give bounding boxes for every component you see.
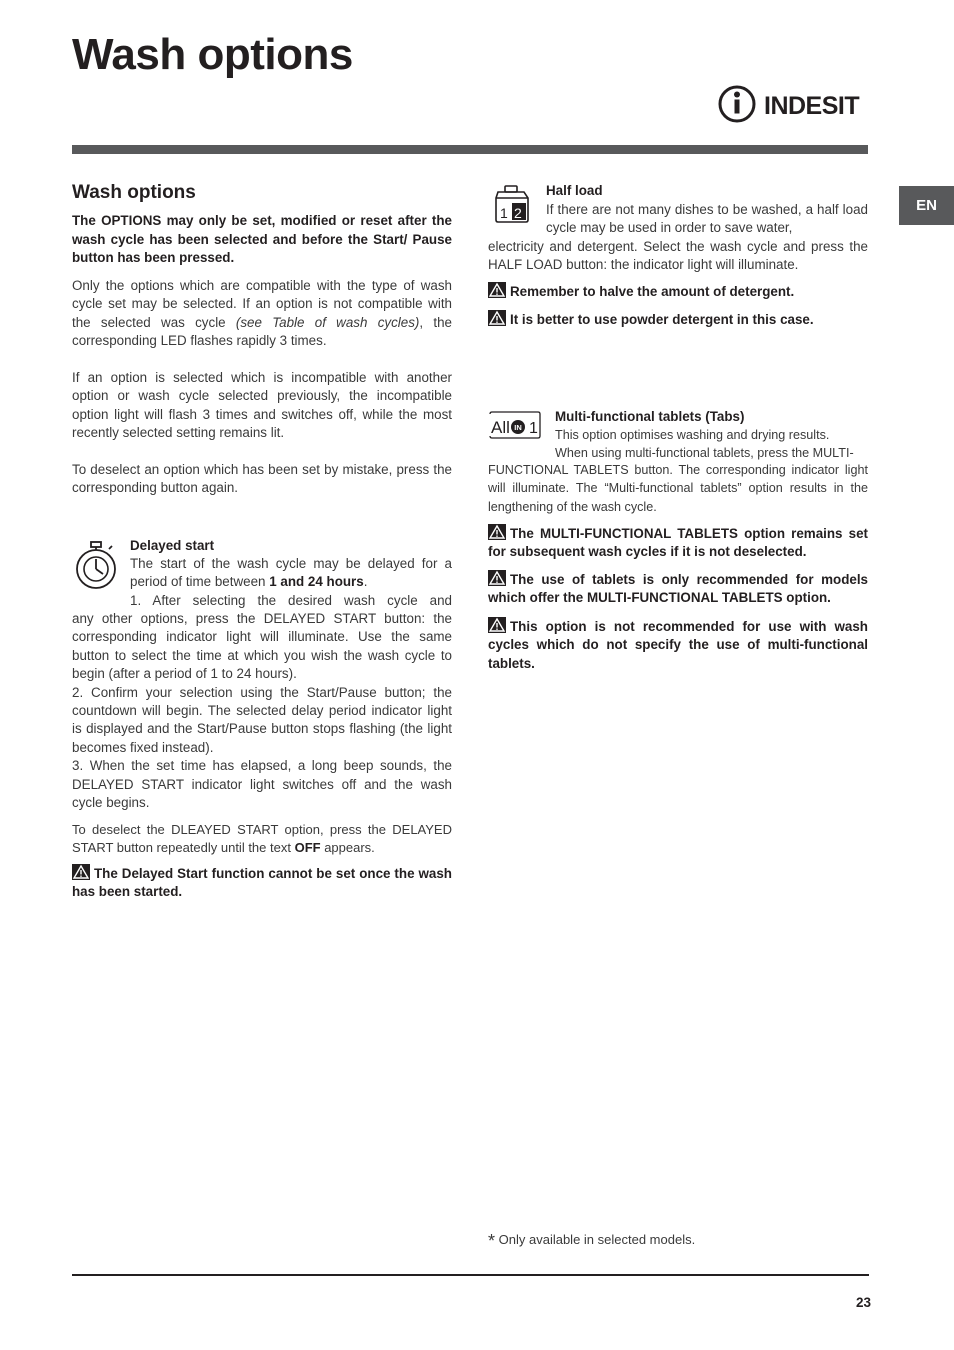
- compatibility-text-b: , the corresponding LED flashes rapidly 3 times.: [72, 314, 452, 349]
- table-reference: (see Table of wash cycles): [235, 314, 420, 330]
- deselect-delayed-a: To deselect the DLEAYED START option, press the DELAYED START button repeatedly until the text: [72, 822, 452, 856]
- footnote-text: Only available in selected models.: [498, 1232, 696, 1247]
- indesit-logo: [718, 82, 870, 126]
- step3-text: 3. When the set time has elapsed, a long beep sounds, the DELAYED START indicator light switches off and the wash cycle begins.: [72, 758, 452, 811]
- half-load-intro: [546, 201, 868, 238]
- half-load-title: Half load: [546, 183, 603, 198]
- footnote: [488, 1231, 695, 1252]
- deselect-text: To deselect an option which has been set by mistake, press the corresponding button again.: [72, 462, 452, 496]
- half-load-warning-1: [488, 282, 868, 301]
- half-load-body: [488, 238, 868, 275]
- tablets-warning-2-text: The use of tablets is only recommended for models which offer the MULTI-FUNCTIONAL TABLETS option.: [488, 572, 868, 606]
- incompatible-paragraph: [72, 369, 452, 443]
- section-heading: Wash options: [72, 182, 196, 203]
- tablets-warning-3-text: This option is not recommended for use with wash cycles which do not specify the use of multi-functional tablets.: [488, 619, 868, 671]
- svg-text:2: 2: [514, 205, 522, 221]
- indesit-logo-mark-icon: [718, 82, 870, 126]
- tablets-intro: [555, 426, 868, 463]
- incompatible-text: If an option is selected which is incompatible with another option or wash cycle selected previously, the incompatible option light will flash 3 times and switches off, while the most recently selected setting remains lit.: [72, 370, 452, 441]
- warning-icon: [72, 864, 90, 880]
- header-rule: [72, 145, 868, 154]
- tablets-warning-2: [488, 570, 868, 608]
- half-load-warning-2-text: It is better to use powder detergent in this case.: [510, 312, 814, 327]
- compatibility-text: [72, 277, 452, 351]
- footer-rule: [72, 1274, 869, 1276]
- half-load-warning-1-text: Remember to halve the amount of detergent.: [510, 284, 795, 299]
- step2-text: 2. Confirm your selection using the Start/Pause button; the countdown will begin. The selected delay period indicator light is displayed and the Start/Pause button stops flashing (the light becomes fixed instead).: [72, 684, 452, 755]
- delayed-start-title: Delayed start: [130, 538, 215, 553]
- delayed-text-a: The start of the wash cycle may be delayed for a period of time between: [130, 556, 452, 590]
- delayed-steps: [72, 610, 452, 812]
- step1-text: any other options, press the DELAYED START button: the corresponding indicator light will illuminate. Use the same button to select the time at which you wish the wash cycle to begin (after a period of 1 to 24 hours).: [72, 611, 452, 682]
- warning-icon: [488, 282, 506, 298]
- half-load-icon: [492, 184, 532, 229]
- deselect-delayed-b: appears.: [320, 840, 375, 856]
- tablets-icon: [488, 410, 542, 447]
- tablets-text-line1: This option optimises washing and drying results.: [555, 428, 830, 442]
- compatibility-text-a: Only the options which are compatible with the type of wash cycle set may be selected. If an option is not compatible with the selected was cycle: [72, 278, 452, 330]
- tablets-warning-1: [488, 524, 868, 562]
- delayed-warning: [72, 864, 452, 902]
- delayed-start-icon: [74, 540, 120, 595]
- warning-icon: [488, 524, 506, 540]
- warning-icon: [488, 310, 506, 326]
- language-tab: EN: [899, 186, 954, 225]
- step1-first-line: 1. After selecting the desired wash cycle and: [130, 593, 452, 608]
- deselect-delayed-paragraph: [72, 821, 452, 858]
- page-title: Wash options: [72, 30, 353, 79]
- deselect-paragraph: [72, 461, 452, 498]
- tablets-warning-3: [488, 617, 868, 673]
- tablets-icon-in: IN: [514, 423, 522, 432]
- tablets-title: Multi-functional tablets (Tabs): [555, 409, 745, 424]
- delay-range: 1 and 24 hours: [269, 574, 364, 590]
- warning-icon: [488, 617, 506, 633]
- tablets-warning-1-text: The MULTI-FUNCTIONAL TABLETS option remains set for subsequent wash cycles if it is not deselected.: [488, 526, 868, 560]
- intro-bold-text: The OPTIONS may only be set, modified or reset after the wash cycle has been selected and before the Start/ Pause button has been pressed.: [72, 213, 452, 266]
- half-load-text-a: If there are not many dishes to be washed, a half load cycle may be used in order to save water,: [546, 202, 868, 236]
- delayed-warning-text: The Delayed Start function cannot be set once the wash has been started.: [72, 866, 452, 900]
- page-number: 23: [855, 1295, 871, 1310]
- tablets-text-line2: When using multi-functional tablets, press the MULTI-: [555, 446, 854, 461]
- tablets-icon-all: All: [491, 418, 510, 437]
- svg-text:1: 1: [500, 205, 508, 221]
- brand-name: INDESIT: [764, 92, 860, 120]
- tablets-icon-one: 1: [529, 420, 538, 437]
- off-text: OFF: [294, 840, 321, 856]
- intro-notice: [72, 212, 452, 268]
- delayed-start-intro: [130, 555, 452, 592]
- half-load-text-b: electricity and detergent. Select the wash cycle and press the HALF LOAD button: the indicator light will illuminate.: [488, 239, 868, 273]
- compatibility-paragraph: [72, 277, 452, 351]
- tablets-text-rest: FUNCTIONAL TABLETS button. The corresponding indicator light will illuminate. The “Multi-functional tablets” option results in the lengthening of the wash cycle.: [488, 463, 868, 514]
- footnote-star: *: [488, 1231, 496, 1251]
- warning-icon: [488, 570, 506, 586]
- tablets-body: [488, 461, 868, 516]
- half-load-warning-2: [488, 310, 868, 329]
- delayed-text-b: .: [363, 574, 368, 590]
